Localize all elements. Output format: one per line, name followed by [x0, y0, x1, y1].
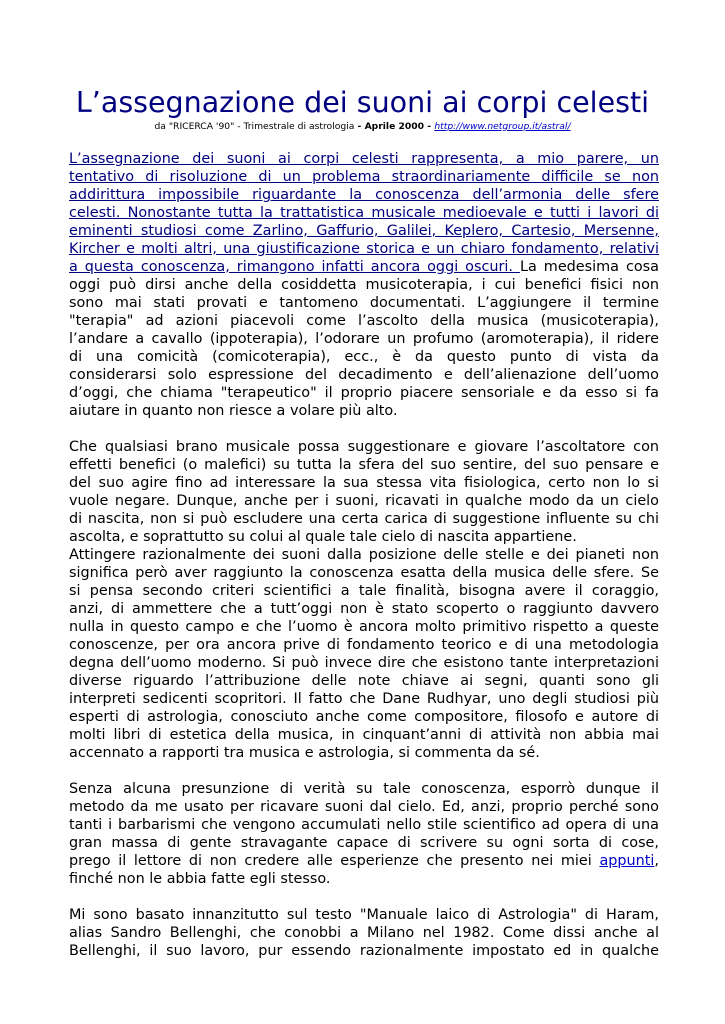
intro-link[interactable]: celesti. Nonostante tutta la trattatistica musicale medioevale e tutti i lavori di	[69, 205, 659, 221]
text-line	[69, 222, 659, 240]
text-line: alias Sandro Bellenghi, che conobbi a Milano nel 1982. Come dissi anche al	[69, 925, 659, 941]
text-line: metodo da me usato per ricavare suoni dal cielo. Ed, anzi, proprio perché sono	[69, 799, 659, 815]
text-line: tanti i barbarismi che vengono accumulati nello stile scientifico ad opera di una	[69, 817, 659, 833]
paragraph-sources	[69, 906, 659, 960]
text-line: di nascita, non si può escludere una certa carica di suggestione influente su chi	[69, 511, 659, 527]
text-line: aiutare in quanto non riesce a volare più alto.	[69, 403, 398, 419]
text-line: Senza alcuna presunzione di verità su tale conoscenza, esporrò dunque il	[69, 781, 659, 797]
text-line: anzi, di ammettere che a tutt’oggi non è stato scoperto o raggiunto davvero	[69, 601, 659, 617]
text-line: l’andare a cavallo (ippoterapia), l’odorare un profumo (aromoterapia), il ridere	[69, 331, 659, 347]
intro-link[interactable]: tentativo di risoluzione di un problema straordinariamente difficile se non	[69, 169, 659, 185]
text-line	[69, 150, 659, 168]
text-line: Attingere razionalmente dei suoni dalla posizione delle stelle e dei pianeti non	[69, 547, 659, 563]
text-line: molti libri di estetica della musica, in cinquant’anni di attività non abbia mai	[69, 727, 659, 743]
source-text: da "RICERCA '90" - Trimestrale di astrologia	[154, 121, 355, 132]
paragraph-intro	[69, 150, 659, 420]
text-line: degna dell’uomo moderno. Si può invece dire che esistono tante interpretazioni	[69, 655, 659, 671]
intro-link[interactable]: Kircher e molti altri, una giustificazione storica e un chiaro fondamento, relativi	[69, 241, 659, 257]
paragraph-method	[69, 780, 659, 888]
text-line: Mi sono basato innanzitutto sul testo "Manuale laico di Astrologia" di Haram,	[69, 907, 659, 923]
text-line	[69, 186, 659, 204]
source-line	[0, 121, 725, 133]
text-line: conoscenze, per ora ancora prive di fondamento teorico e di una metodologia	[69, 637, 659, 653]
text-line: oggi può dirsi anche della cosiddetta musicoterapia, i cui benefici fisici non	[69, 277, 659, 293]
intro-link[interactable]: addirittura impossibile riguardante la conoscenza dell’armonia delle sfere	[69, 187, 659, 203]
text-line: gran massa di gente stravagante capace di scrivere su ogni sorta di cose,	[69, 835, 659, 851]
text-line: "terapia" ad azioni piacevoli come l’ascolto della musica (musicoterapia),	[69, 313, 659, 329]
paragraph-music-effects	[69, 438, 659, 762]
text-line: diverse riguardo l’attribuzione delle note chiave ai segni, quanti sono gli	[69, 673, 659, 689]
text-line: sono mai stati provati e tantomeno documentati. L’aggiungere il termine	[69, 295, 659, 311]
text-line: d’oggi, che chiama "terapeutico" il proprio piacere sensoriale e da esso si fa	[69, 385, 659, 401]
issue-date: Aprile 2000	[364, 121, 425, 132]
text-line: del suo agire fino ad interessare la sua stessa vita fisiologica, certo non lo si	[69, 475, 659, 491]
text-run: ,	[654, 853, 659, 869]
text-line: accennato a rapporti tra musica e astrologia, si commenta da sé.	[69, 745, 540, 761]
appunti-link[interactable]: appunti	[599, 853, 655, 869]
text-line: finché non le abbia fatte egli stesso.	[69, 871, 331, 887]
text-run: La medesima cosa	[519, 259, 659, 275]
text-line: Bellenghi, il suo lavoro, pur essendo razionalmente impostato ed in qualche	[69, 943, 659, 959]
text-line: nulla in questo campo e che l’uomo è ancora molto primitivo rispetto a queste	[69, 619, 659, 635]
text-line: effetti benefici (o malefici) su tutta la sfera del suo sentire, del suo pensare e	[69, 457, 659, 473]
intro-link[interactable]: eminenti studiosi come Zarlino, Gaffurio, Galilei, Keplero, Cartesio, Mersenne,	[69, 223, 659, 239]
text-line	[69, 852, 659, 870]
intro-link[interactable]: L’assegnazione dei suoni ai corpi celesti rappresenta, a mio parere, un	[69, 151, 659, 167]
text-line: di una comicità (comicoterapia), ecc., è da questo punto di vista da	[69, 349, 659, 365]
text-line: significa però aver raggiunto la conoscenza esatta della musica delle sfere. Se	[69, 565, 659, 581]
text-line: si pensa secondo criteri scientifici a tale finalità, bisogna avere il coraggio,	[69, 583, 659, 599]
article-body	[69, 150, 659, 978]
separator-2: -	[424, 121, 435, 132]
text-line: interpreti sedicenti scopritori. Il fatto che Dane Rudhyar, uno degli studiosi più	[69, 691, 659, 707]
text-line	[69, 204, 659, 222]
text-line: considerarsi solo espressione del decadimento e dell’alienazione dell’uomo	[69, 367, 659, 383]
text-line: Che qualsiasi brano musicale possa suggestionare e giovare l’ascoltatore con	[69, 439, 659, 455]
text-line	[69, 258, 659, 276]
source-url-link[interactable]: http://www.netgroup.it/astral/	[434, 121, 571, 132]
page-title: L’assegnazione dei suoni ai corpi celesti	[75, 86, 650, 119]
text-line	[69, 168, 659, 186]
text-run: prego il lettore di non credere alle esperienze che presento nei miei	[69, 853, 600, 869]
text-line: esperti di astrologia, conosciuto anche come compositore, filosofo e autore di	[69, 709, 659, 725]
text-line: ascolta, e soprattutto su colui al quale tale cielo di nascita appartiene.	[69, 529, 577, 545]
text-line: vuole negare. Dunque, anche per i suoni, ricavati in qualche modo da un cielo	[69, 493, 659, 509]
intro-link[interactable]: a questa conoscenza, rimangono infatti ancora oggi oscuri.	[69, 259, 520, 275]
separator-1: -	[354, 121, 365, 132]
text-line	[69, 240, 659, 258]
